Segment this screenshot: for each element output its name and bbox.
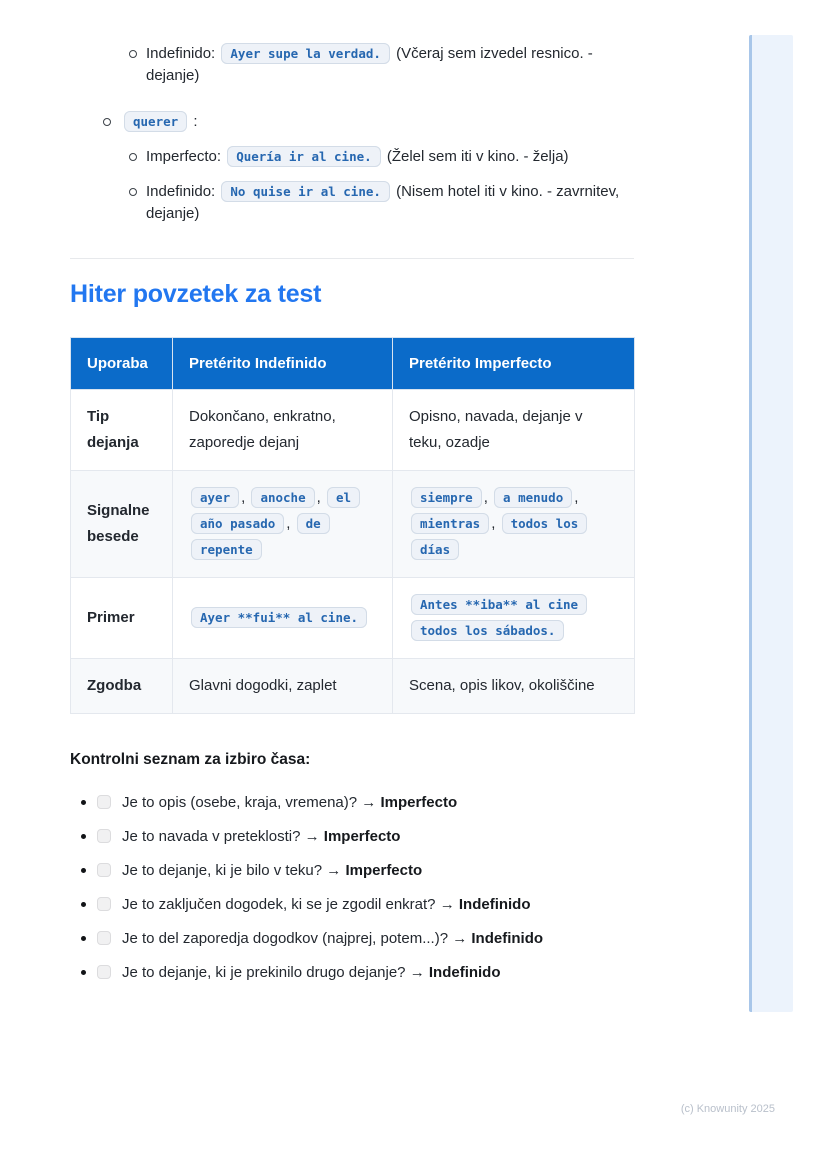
summary-table xyxy=(70,337,635,714)
checklist-item xyxy=(70,928,634,949)
row-label: Primer xyxy=(71,578,173,659)
table-cell: Dokončano, enkratno, zaporedje dejanj xyxy=(173,390,393,471)
code-chip: Ayer **fui** al cine. xyxy=(191,607,367,628)
checklist-item-text: Je to zaključen dogodek, ki se je zgodil enkrat? → Indefinido xyxy=(122,896,531,913)
list-item-text: querer : xyxy=(122,113,198,130)
column-header: Uporaba xyxy=(71,338,173,390)
list-item-text: Imperfecto: Quería ir al cine. (Želel sem iti v kino. - želja) xyxy=(146,148,569,165)
table-row xyxy=(71,578,635,659)
bullet-icon xyxy=(81,970,86,975)
summary-table-header-row xyxy=(71,338,635,390)
code-chip: el año pasado xyxy=(191,487,360,534)
row-label: Signalne besede xyxy=(71,471,173,578)
answer-text: Imperfecto xyxy=(323,828,401,845)
list-item xyxy=(70,146,634,168)
table-cell: ayer , anoche , el año pasado , de repente xyxy=(173,471,393,578)
checklist-item-text: Je to dejanje, ki je prekinilo drugo dejanje? → Indefinido xyxy=(122,964,501,981)
row-label: Tip dejanja xyxy=(71,390,173,471)
answer-text: Imperfecto xyxy=(345,862,423,879)
bullet-icon xyxy=(81,936,86,941)
list-item xyxy=(70,43,634,87)
table-cell: Glavni dogodki, zaplet xyxy=(173,659,393,714)
page-edge-scrollbar[interactable] xyxy=(749,35,793,1012)
checklist-item xyxy=(70,826,634,847)
list-item xyxy=(70,111,634,133)
checklist-item xyxy=(70,860,634,881)
summary-table-body xyxy=(71,390,635,714)
code-chip: Quería ir al cine. xyxy=(227,146,380,167)
table-cell: Opisno, navada, dejanje v teku, ozadje xyxy=(393,390,635,471)
checklist-item xyxy=(70,792,634,813)
checkbox[interactable] xyxy=(97,931,111,945)
list-item-text: Indefinido: No quise ir al cine. (Nisem hotel iti v kino. - zavrnitev, dejanje) xyxy=(146,183,620,222)
intro-list xyxy=(70,0,634,225)
table-row xyxy=(71,471,635,578)
code-chip: querer xyxy=(124,111,187,132)
code-chip: siempre xyxy=(411,487,482,508)
code-chip: Antes **iba** al cine todos los sábados. xyxy=(411,594,587,641)
answer-text: Imperfecto xyxy=(380,794,458,811)
bullet-icon xyxy=(81,868,86,873)
row-label: Zgodba xyxy=(71,659,173,714)
bullet-icon xyxy=(81,800,86,805)
checkbox[interactable] xyxy=(97,829,111,843)
code-chip: a menudo xyxy=(494,487,572,508)
column-header: Pretérito Indefinido xyxy=(173,338,393,390)
checkbox[interactable] xyxy=(97,897,111,911)
checklist-item-text: Je to dejanje, ki je bilo v teku? → Imperfecto xyxy=(122,862,423,879)
bullet-icon xyxy=(103,118,111,126)
list-item xyxy=(70,181,634,225)
section-heading: Hiter povzetek za test xyxy=(70,280,322,308)
code-chip: No quise ir al cine. xyxy=(221,181,390,202)
checklist-item xyxy=(70,894,634,915)
bullet-icon xyxy=(129,50,137,58)
bullet-icon xyxy=(129,153,137,161)
code-chip: Ayer supe la verdad. xyxy=(221,43,390,64)
table-cell: siempre , a menudo , mientras , todos los días xyxy=(393,471,635,578)
code-chip: mientras xyxy=(411,513,489,534)
bullet-icon xyxy=(81,834,86,839)
copyright-footer: (c) Knowunity 2025 xyxy=(680,1103,775,1115)
checklist-item-text: Je to del zaporedja dogodkov (najprej, potem...)? → Indefinido xyxy=(122,930,544,947)
answer-text: Indefinido xyxy=(458,896,531,913)
table-row xyxy=(71,390,635,471)
section-divider xyxy=(70,258,634,259)
bullet-icon xyxy=(81,902,86,907)
code-chip: todos los días xyxy=(411,513,587,560)
checklist xyxy=(70,792,634,983)
code-chip: anoche xyxy=(251,487,314,508)
checklist-item-text: Je to navada v preteklosti? → Imperfecto xyxy=(122,828,401,845)
checklist-item-text: Je to opis (osebe, kraja, vremena)? → Imperfecto xyxy=(122,794,458,811)
checkbox[interactable] xyxy=(97,863,111,877)
column-header: Pretérito Imperfecto xyxy=(393,338,635,390)
answer-text: Indefinido xyxy=(428,964,501,981)
bullet-icon xyxy=(129,188,137,196)
checkbox[interactable] xyxy=(97,795,111,809)
table-cell xyxy=(393,578,635,659)
table-cell: Scena, opis likov, okoliščine xyxy=(393,659,635,714)
checklist-item xyxy=(70,962,634,983)
checklist-title: Kontrolni seznam za izbiro časa: xyxy=(70,751,311,768)
table-row xyxy=(71,659,635,714)
code-chip: de repente xyxy=(191,513,330,560)
document-content xyxy=(70,0,634,983)
checkbox[interactable] xyxy=(97,965,111,979)
list-item-text: Indefinido: Ayer supe la verdad. (Včeraj sem izvedel resnico. - dejanje) xyxy=(146,45,593,84)
code-chip: ayer xyxy=(191,487,239,508)
table-cell xyxy=(173,578,393,659)
answer-text: Indefinido xyxy=(471,930,544,947)
